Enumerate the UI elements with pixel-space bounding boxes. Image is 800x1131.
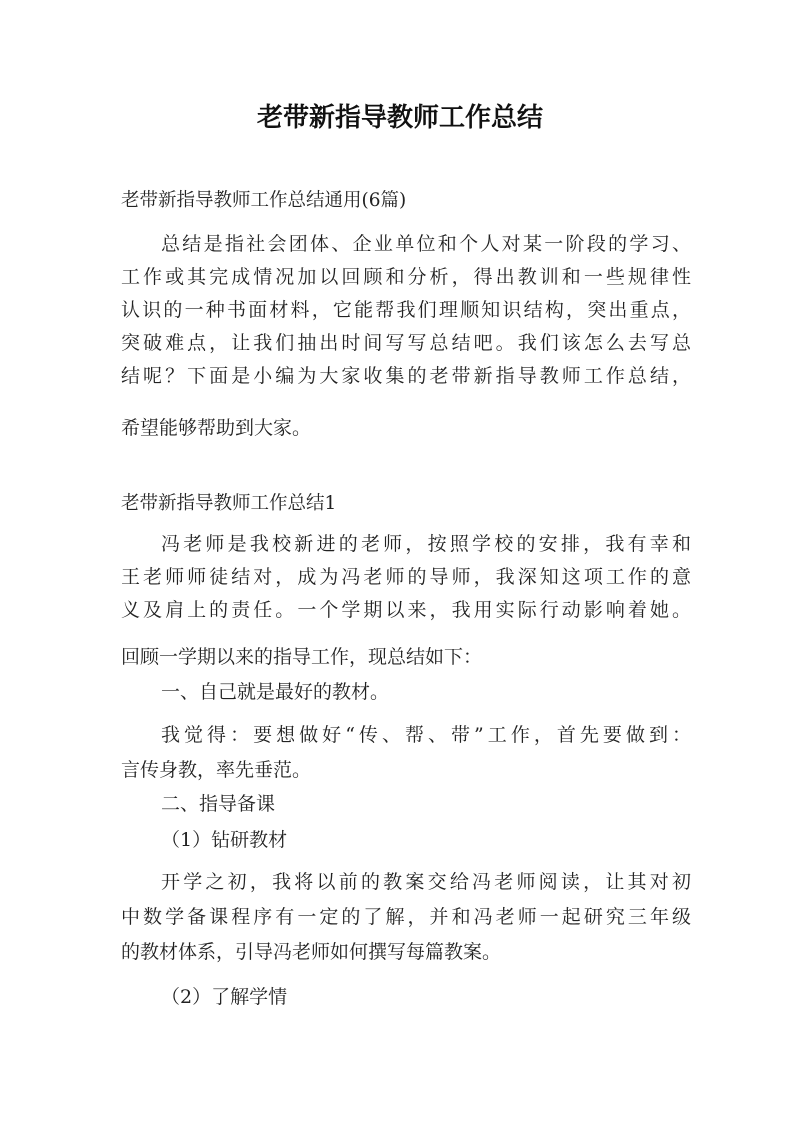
intro-line: 认识的一种书面材料，它能帮我们理顺知识结构，突出重点， (121, 299, 691, 321)
body-line: 义及肩上的责任。一个学期以来，我用实际行动影响着她。 (121, 599, 691, 621)
document-title: 老带新指导教师工作总结 (256, 103, 543, 133)
intro-line: 突破难点，让我们抽出时间写写总结吧。我们该怎么去写总 (121, 332, 691, 354)
body-line: 我觉得：要想做好“传、帮、带”工作，首先要做到： (161, 724, 691, 746)
body-line: 中数学备课程序有一定的了解，并和冯老师一起研究三年级 (121, 906, 691, 928)
section-heading: 老带新指导教师工作总结1 (121, 493, 337, 514)
body-line: 一、自己就是最好的教材。 (161, 681, 390, 703)
body-line: （2）了解学情 (161, 986, 288, 1008)
body-line: 王老师师徒结对，成为冯老师的导师，我深知这项工作的意 (121, 566, 691, 588)
intro-line: 总结是指社会团体、企业单位和个人对某一阶段的学习、 (161, 233, 691, 255)
body-line: 冯老师是我校新进的老师，按照学校的安排，我有幸和 (161, 533, 691, 555)
body-line: 回顾一学期以来的指导工作，现总结如下： (121, 646, 483, 668)
body-line: 开学之初，我将以前的教案交给冯老师阅读，让其对初 (161, 871, 691, 893)
intro-line: 结呢？下面是小编为大家收集的老带新指导教师工作总结， (121, 365, 691, 387)
intro-line: 希望能够帮助到大家。 (121, 417, 312, 439)
intro-line: 工作或其完成情况加以回顾和分析，得出教训和一些规律性 (121, 266, 691, 288)
body-line: 的教材体系，引导冯老师如何撰写每篇教案。 (121, 941, 502, 963)
body-line: 二、指导备课 (161, 793, 276, 815)
document-subtitle: 老带新指导教师工作总结通用(6篇) (121, 190, 407, 211)
body-line: 言传身教，率先垂范。 (121, 759, 312, 781)
body-line: （1）钻研教材 (161, 829, 288, 851)
